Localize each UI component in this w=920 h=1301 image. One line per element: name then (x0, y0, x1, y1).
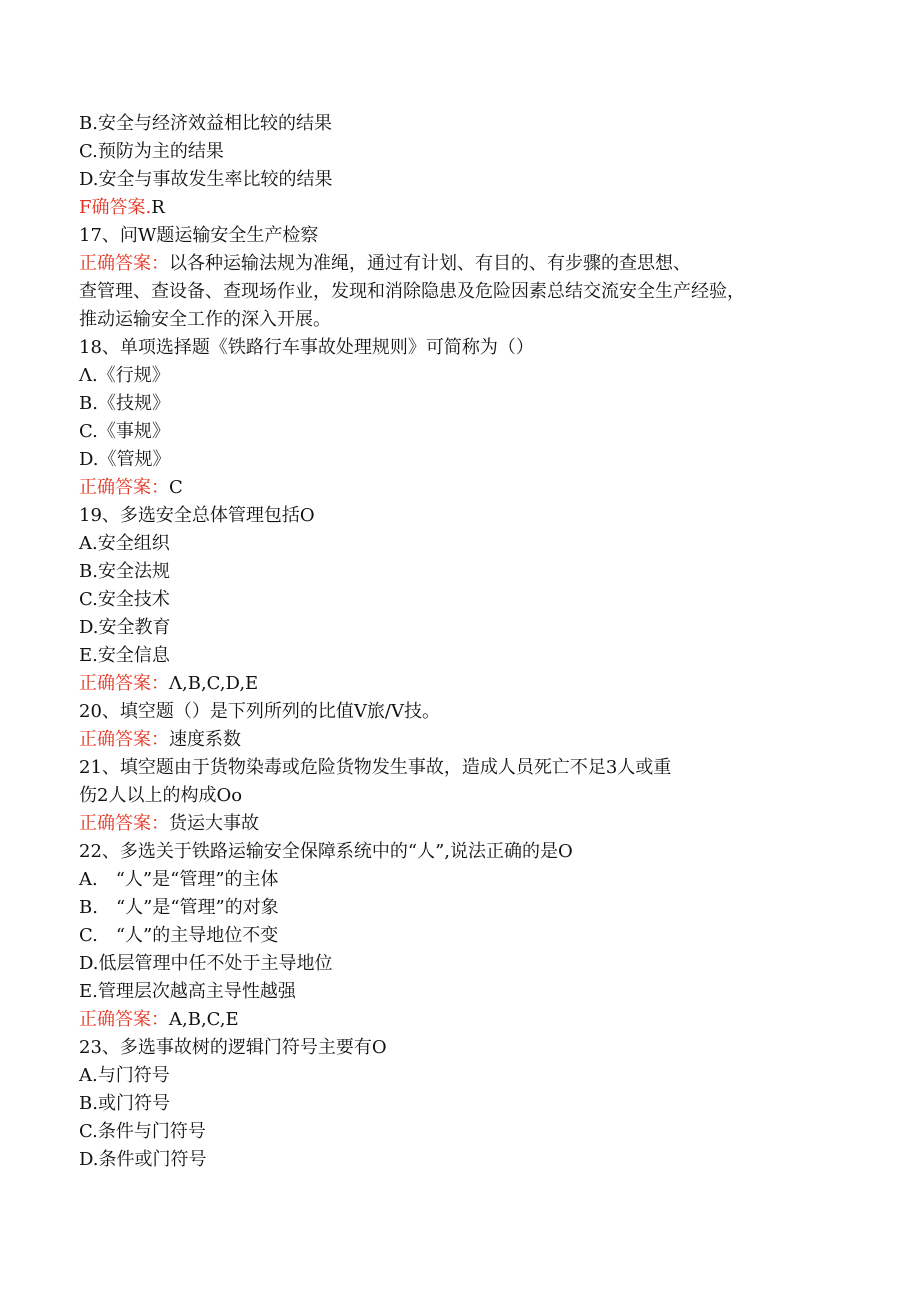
answer-line (79, 810, 859, 838)
answer-label: 正确答案： (79, 673, 169, 694)
answer-label: 正确答案： (79, 813, 169, 834)
question-line: 20、填空题（）是下列所列的比值V旅/V技。 (79, 701, 440, 722)
answer-label: 正确答案： (79, 729, 169, 750)
answer-value: 货运大事故 (169, 813, 259, 834)
question-line: 22、多选关于铁路运输安全保障系统中的“人”,说法正确的是O (79, 841, 573, 862)
option-line: C.《事规》 (79, 421, 170, 442)
option-line: E.安全信息 (79, 645, 170, 666)
answer-line (79, 670, 859, 698)
answer-value: 速度系数 (169, 729, 241, 750)
answer-label: F确答案. (79, 197, 152, 218)
question-continuation: 伤2人以上的构成Oo (79, 785, 243, 806)
option-line: E.管理层次越高主导性越强 (79, 981, 296, 1002)
answer-continuation: 推动运输安全工作的深入开展。 (79, 309, 331, 330)
question-line: 19、多选安全总体管理包括O (79, 505, 315, 526)
option-line: D.低层管理中任不处于主导地位 (79, 953, 333, 974)
option-line: C.安全技术 (79, 589, 170, 610)
answer-label: 正确答案： (79, 477, 169, 498)
option-line: C. “人”的主导地位不变 (79, 925, 279, 946)
option-line: B.或门符号 (79, 1093, 170, 1114)
question-line: 18、单项选择题《铁路行车事故处理规则》可简称为（） (79, 337, 534, 358)
answer-line (79, 1006, 859, 1034)
question-line: 23、多选事故树的逻辑门符号主要有O (79, 1037, 387, 1058)
answer-line (79, 194, 859, 222)
answer-value: C (169, 477, 183, 498)
answer-label: 正确答案： (79, 1009, 169, 1030)
answer-value: 以各种运输法规为准绳，通过有计划、有目的、有步骤的查思想、 (169, 253, 691, 274)
question-line: 17、问W题运输安全生产检察 (79, 225, 319, 246)
option-line: C.条件与门符号 (79, 1121, 206, 1142)
option-line: A. “人”是“管理”的主体 (79, 869, 279, 890)
answer-continuation: 查管理、查设备、查现场作业，发现和消除隐患及危险因素总结交流安全生产经验， (79, 281, 745, 302)
option-line: Λ.《行规》 (79, 365, 170, 386)
answer-line (79, 474, 859, 502)
option-line: D.《管规》 (79, 449, 171, 470)
answer-label: 正确答案： (79, 253, 169, 274)
option-line: D.安全教育 (79, 617, 171, 638)
answer-value: R (151, 197, 165, 218)
question-line: 21、填空题由于货物染毒或危险货物发生事故，造成人员死亡不足3人或重 (79, 757, 672, 778)
answer-line (79, 726, 859, 754)
option-line: B. “人”是“管理”的对象 (79, 897, 279, 918)
answer-value: Λ,B,C,D,E (169, 673, 259, 694)
document-page (79, 110, 859, 1174)
answer-line (79, 250, 859, 278)
option-line: D.安全与事故发生率比较的结果 (79, 169, 333, 190)
option-line: C.预防为主的结果 (79, 141, 224, 162)
option-line: B.安全与经济效益相比较的结果 (79, 113, 332, 134)
option-line: A.与门符号 (79, 1065, 170, 1086)
option-line: B.《技规》 (79, 393, 170, 414)
answer-value: A,B,C,E (169, 1009, 239, 1030)
option-line: D.条件或门符号 (79, 1149, 207, 1170)
option-line: B.安全法规 (79, 561, 170, 582)
option-line: A.安全组织 (79, 533, 170, 554)
